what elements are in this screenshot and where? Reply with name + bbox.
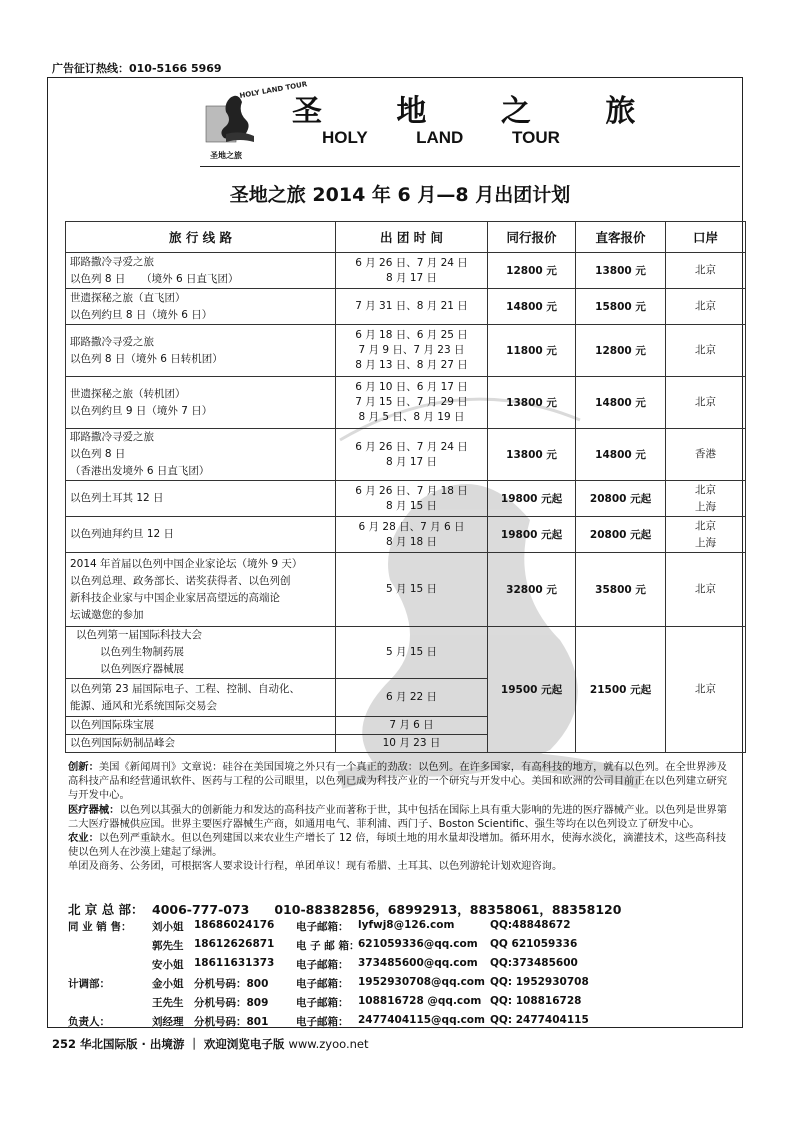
route-cell <box>66 717 336 735</box>
note-paragraph <box>68 803 736 831</box>
direct-price-cell: 12800 元 <box>576 325 666 377</box>
contact-phone: 18611631373 <box>194 957 275 969</box>
table-row <box>66 481 746 517</box>
col-header-port: 口岸 <box>666 222 746 253</box>
note-label: 医疗器械： <box>68 803 120 816</box>
contact-qq: QQ:48848672 <box>490 919 571 931</box>
route-line: 以色列土耳其 12 日 <box>70 492 164 504</box>
table-row <box>66 289 746 325</box>
note-label: 创新： <box>68 761 99 773</box>
route-line: 以色列医疗器械展 <box>100 663 184 675</box>
note-paragraph <box>68 831 736 859</box>
peer-price-cell: 32800 元 <box>488 553 576 627</box>
route-line: 世遗探秘之旅（直飞团） <box>70 291 186 304</box>
note-text: 单团及商务、公务团，可根据客人要求设计行程，单团单议！现有希腊、土耳其、以色列游轮计划欢迎咨询。 <box>68 860 563 873</box>
col-header-direct-price: 直客报价 <box>576 222 666 253</box>
contact-name: 刘经理 <box>152 1016 184 1028</box>
port-cell <box>666 289 746 325</box>
hq-contact-row <box>68 900 736 919</box>
route-line: 以色列总理、政务部长、诺奖获得者、以色列创 <box>70 574 291 587</box>
port-line: 北京 <box>695 264 716 276</box>
contact-email[interactable]: 2477404115@qq.com <box>358 1014 485 1026</box>
contact-name: 郭先生 <box>152 940 184 952</box>
contact-row <box>68 938 736 957</box>
date-cell: 10 月 23 日 <box>336 735 488 753</box>
table-row <box>66 627 746 679</box>
port-cell <box>666 253 746 289</box>
date-cell <box>336 429 488 481</box>
route-line: 耶路撒冷寻爱之旅 <box>70 255 154 268</box>
route-cell <box>66 377 336 429</box>
route-cell <box>66 253 336 289</box>
peer-price-cell: 14800 元 <box>488 289 576 325</box>
peer-price-cell: 12800 元 <box>488 253 576 289</box>
route-line: 耶路撒冷寻爱之旅 <box>70 431 154 443</box>
direct-price-cell: 21500 元起 <box>576 627 666 753</box>
hq-phones: 4006-777-073 010-88382856，68992913，88358061，88358120 <box>152 902 622 917</box>
port-line: 上海 <box>695 536 716 549</box>
route-line: 耶路撒冷寻爱之旅 <box>70 335 154 348</box>
logo-caption: 圣地之旅 <box>210 151 242 160</box>
route-line: 坛诚邀您的参加 <box>70 608 144 621</box>
route-line: 能源、通风和光系统国际交易会 <box>70 699 217 712</box>
route-line: 新科技企业家与中国企业家居高望远的高端论 <box>70 591 280 604</box>
contact-qq: QQ 621059336 <box>490 938 578 950</box>
contact-email-label: 电子邮箱： <box>296 959 349 971</box>
tour-schedule-table <box>65 221 746 753</box>
date-cell <box>336 253 488 289</box>
table-row <box>66 325 746 377</box>
contact-phone: 18612626871 <box>194 938 275 950</box>
contact-email-label: 电子邮箱： <box>296 921 349 933</box>
route-cell <box>66 553 336 627</box>
contact-dept: 计调部： <box>68 978 110 990</box>
port-cell <box>666 377 746 429</box>
contact-email-label: 电 子 邮 箱： <box>296 940 360 952</box>
contact-section <box>68 900 736 1033</box>
col-header-route: 旅 行 线 路 <box>66 222 336 253</box>
peer-price-cell: 19500 元起 <box>488 627 576 753</box>
date-line: 8 月 18 日 <box>385 535 438 548</box>
contact-qq: QQ:373485600 <box>490 957 578 969</box>
contact-dept: 负责人： <box>68 1016 110 1028</box>
contact-email-label: 电子邮箱： <box>296 997 349 1009</box>
direct-price-cell: 20800 元起 <box>576 481 666 517</box>
contact-qq: QQ: 108816728 <box>490 995 582 1007</box>
contact-phone: 18686024176 <box>194 919 275 931</box>
port-line: 北京 <box>695 583 716 595</box>
date-line: 7 月 31 日、8 月 21 日 <box>355 300 468 312</box>
date-cell <box>336 481 488 517</box>
date-cell: 5 月 15 日 <box>336 627 488 679</box>
hq-label: 北 京 总 部： <box>68 902 144 917</box>
date-line: 6 月 26 日、7 月 18 日 <box>355 484 468 497</box>
date-line: 8 月 5 日、8 月 19 日 <box>358 411 465 423</box>
header-divider <box>200 166 740 167</box>
direct-price-cell: 13800 元 <box>576 253 666 289</box>
contact-name: 王先生 <box>152 997 184 1009</box>
contact-email[interactable]: 621059336@qq.com <box>358 938 478 950</box>
route-line: 以色列约旦 9 日（境外 7 日） <box>70 404 213 417</box>
date-line: 6 月 28 日、7 月 6 日 <box>358 520 465 533</box>
logo-arc-text: HOLY LAND TOUR <box>238 80 308 100</box>
route-cell <box>66 735 336 753</box>
route-line: 以色列国际珠宝展 <box>70 719 154 731</box>
contact-row <box>68 1014 736 1033</box>
contact-name: 刘小姐 <box>152 921 184 933</box>
date-line: 8 月 17 日 <box>385 455 438 468</box>
page-number: 252 <box>52 1037 77 1051</box>
date-line: 7 月 9 日、7 月 23 日 <box>358 344 465 356</box>
route-line: 以色列第 23 届国际电子、工程、控制、自动化、 <box>70 682 301 695</box>
route-cell <box>66 679 336 717</box>
note-paragraph <box>68 760 736 803</box>
note-text: 美国《新闻周刊》文章说：硅谷在美国国境之外只有一个真正的劲敌：以色列。在许多国家，有高科技的地方，就有以色列。在全世界涉及高科技产品和经营通讯软件、医药与工程的公司眼里，以色列已成为科技产业的一个研究与开发中心。美国和欧洲的公司目前正在以色列建立研究与开发中心。 <box>68 761 727 802</box>
date-line: 7 月 15 日、7 月 29 日 <box>355 396 468 408</box>
peer-price-cell: 19800 元起 <box>488 481 576 517</box>
date-line: 6 月 10 日、6 月 17 日 <box>355 381 468 393</box>
date-line: 6 月 26 日、7 月 24 日 <box>355 256 468 269</box>
peer-price-cell: 19800 元起 <box>488 517 576 553</box>
footer-text: 华北国际版 · 出境游 ｜ 欢迎浏览电子版 <box>80 1037 285 1051</box>
route-cell <box>66 481 336 517</box>
port-cell: 北京 <box>666 627 746 753</box>
date-line: 5 月 15 日 <box>385 583 438 595</box>
route-cell <box>66 325 336 377</box>
note-text: 以色列严重缺水。但以色列建国以来农业生产增长了 12 倍，每顷土地的用水量却没增加。循环用水，使海水淡化，滴灌技术，这些高科技使以色列人在沙漠上建起了绿洲。 <box>68 832 727 859</box>
col-header-date: 出 团 时 间 <box>336 222 488 253</box>
route-cell <box>66 429 336 481</box>
contact-email[interactable]: lyfwj8@126.com <box>358 919 455 931</box>
contact-qq: QQ: 1952930708 <box>490 976 589 988</box>
date-cell <box>336 517 488 553</box>
port-cell <box>666 325 746 377</box>
port-line: 香港 <box>695 448 716 460</box>
route-line: （香港出发境外 6 日直飞团） <box>70 465 210 477</box>
port-line: 北京 <box>695 344 716 356</box>
port-cell <box>666 517 746 553</box>
date-cell <box>336 377 488 429</box>
direct-price-cell: 35800 元 <box>576 553 666 627</box>
contact-name: 安小姐 <box>152 959 184 971</box>
port-line: 北京 <box>695 396 716 408</box>
contact-phone: 分机号码：800 <box>194 978 269 990</box>
date-cell: 7 月 6 日 <box>336 717 488 735</box>
contact-row <box>68 995 736 1014</box>
port-cell <box>666 553 746 627</box>
footer-url[interactable]: www.zyoo.net <box>288 1037 369 1051</box>
brand-title-cn: 圣 地 之 旅 <box>292 94 668 129</box>
route-line: 以色列第一届国际科技大会 <box>76 629 202 641</box>
route-cell <box>66 627 336 679</box>
contact-qq: QQ: 2477404115 <box>490 1014 589 1026</box>
route-line: 以色列约旦 8 日（境外 6 日） <box>70 308 213 321</box>
contact-phone: 分机号码：801 <box>194 1016 269 1028</box>
date-cell <box>336 325 488 377</box>
note-label: 农业： <box>68 832 99 845</box>
port-line: 北京 <box>695 483 716 496</box>
contact-dept: 同 业 销 售： <box>68 921 132 933</box>
peer-price-cell: 13800 元 <box>488 429 576 481</box>
brand-title-en: HOLY LAND TOUR <box>322 128 560 147</box>
contact-row <box>68 919 736 938</box>
contact-email-label: 电子邮箱： <box>296 978 349 990</box>
date-cell <box>336 553 488 627</box>
route-line: 以色列生物制药展 <box>100 646 184 658</box>
plan-title: 圣地之旅 2014 年 6 月—8 月出团计划 <box>229 184 571 206</box>
port-cell <box>666 429 746 481</box>
route-line: 2014 年首届以色列中国企业家论坛（境外 9 天） <box>70 557 303 570</box>
contact-phone: 分机号码：809 <box>194 997 269 1009</box>
table-row <box>66 553 746 627</box>
contact-email[interactable]: 1952930708@qq.com <box>358 976 485 988</box>
table-header-row <box>66 222 746 253</box>
direct-price-cell: 20800 元起 <box>576 517 666 553</box>
holy-land-logo <box>200 80 308 160</box>
direct-price-cell: 14800 元 <box>576 429 666 481</box>
date-line: 6 月 26 日、7 月 24 日 <box>355 440 468 453</box>
route-cell <box>66 517 336 553</box>
date-line: 6 月 18 日、6 月 25 日 <box>355 329 468 341</box>
route-cell <box>66 289 336 325</box>
col-header-peer-price: 同行报价 <box>488 222 576 253</box>
port-line: 北京 <box>695 519 716 532</box>
port-cell <box>666 481 746 517</box>
note-paragraph <box>68 859 736 873</box>
direct-price-cell: 15800 元 <box>576 289 666 325</box>
contact-row <box>68 957 736 976</box>
port-line: 上海 <box>695 500 716 513</box>
contact-email-label: 电子邮箱： <box>296 1016 349 1028</box>
route-line: 以色列国际奶制品峰会 <box>70 737 175 749</box>
peer-price-cell: 13800 元 <box>488 377 576 429</box>
route-line: 以色列迪拜约旦 12 日 <box>70 528 175 540</box>
date-cell: 6 月 22 日 <box>336 679 488 717</box>
peer-price-cell: 11800 元 <box>488 325 576 377</box>
contact-email[interactable]: 373485600@qq.com <box>358 957 478 969</box>
notes-section <box>68 760 736 874</box>
table-row <box>66 429 746 481</box>
note-text: 以色列以其强大的创新能力和发达的高科技产业而著称于世，其中包括在国际上具有重大影响的先进的医疗器械产业。以色列是世界第二大医疗器械供应国。世界主要医疗器械生产商，如通用电气、菲利浦、西门子、Boston Scientific、强生等均在以色列设立了研发中心。 <box>68 803 727 830</box>
contact-name: 金小姐 <box>152 978 184 990</box>
contact-row <box>68 976 736 995</box>
direct-price-cell: 14800 元 <box>576 377 666 429</box>
date-cell <box>336 289 488 325</box>
date-line: 8 月 13 日、8 月 27 日 <box>355 359 468 371</box>
table-row <box>66 517 746 553</box>
date-line: 8 月 17 日 <box>385 271 438 284</box>
port-line: 北京 <box>695 300 716 312</box>
route-line: 世遗探秘之旅（转机团） <box>70 387 186 400</box>
table-row <box>66 377 746 429</box>
route-line: 以色列 8 日（境外 6 日转机团） <box>70 352 223 365</box>
ad-hotline: 广告征订热线：010-5166 5969 <box>52 62 222 75</box>
route-line: 以色列 8 日 （境外 6 日直飞团） <box>70 272 239 285</box>
page-footer <box>52 1036 369 1052</box>
table-row <box>66 253 746 289</box>
contact-email[interactable]: 108816728 @qq.com <box>358 995 482 1007</box>
date-line: 8 月 15 日 <box>385 499 438 512</box>
route-line: 以色列 8 日 <box>70 448 126 460</box>
